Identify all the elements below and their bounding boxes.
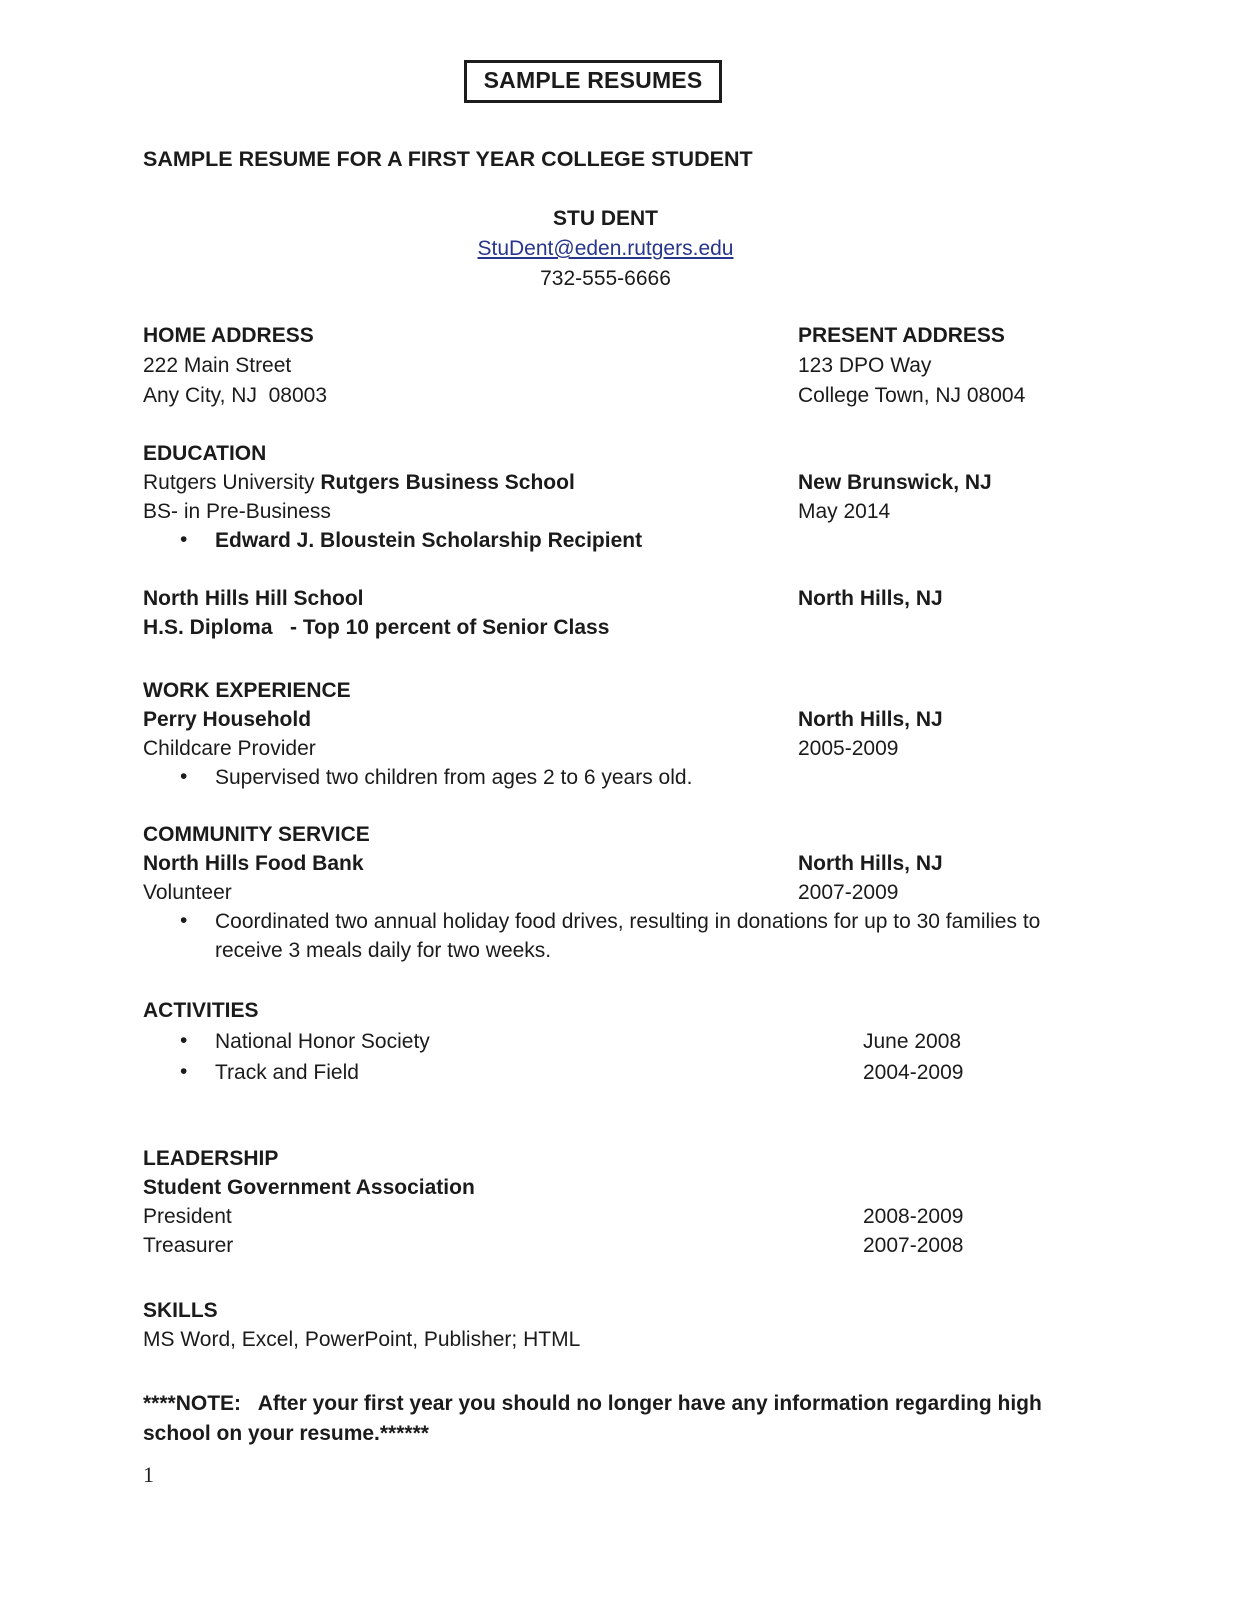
college-name: Rutgers University Rutgers Business School (143, 471, 575, 494)
present-address-heading: PRESENT ADDRESS (798, 324, 1005, 347)
candidate-name: STU DENT (553, 207, 658, 230)
activity-item (143, 1057, 1160, 1088)
leadership-date: 2008-2009 (863, 1205, 964, 1228)
leadership-item (143, 1202, 1160, 1231)
activities-section (143, 995, 1160, 1088)
banner-container (0, 0, 1236, 103)
employer-location: North Hills, NJ (798, 708, 943, 731)
home-address-heading: HOME ADDRESS (143, 324, 314, 347)
activity-label: National Honor Society (215, 1030, 430, 1053)
note-text: ****NOTE: After your first year you should no longer have any information regarding high school on your resume.****** (143, 1392, 1048, 1445)
skills-list: MS Word, Excel, PowerPoint, Publisher; HTML (143, 1328, 581, 1351)
high-school-location: North Hills, NJ (798, 587, 943, 610)
community-org-name: North Hills Food Bank (143, 852, 364, 875)
high-school-name: North Hills Hill School (143, 587, 364, 610)
leadership-role: Treasurer (143, 1234, 234, 1257)
job-title: Childcare Provider (143, 737, 316, 760)
email-link[interactable]: StuDent@eden.rutgers.edu (477, 237, 734, 260)
page-number: 1 (143, 1462, 154, 1487)
leadership-section (143, 1144, 1160, 1260)
job-dates: 2005-2009 (798, 737, 899, 760)
skills-heading: SKILLS (143, 1299, 218, 1322)
college-degree: BS- in Pre-Business (143, 500, 331, 523)
employer-name: Perry Household (143, 708, 312, 731)
activity-item (143, 1026, 1160, 1057)
college-school-name: Rutgers Business School (320, 471, 575, 494)
activity-label: Track and Field (215, 1061, 359, 1084)
bullet-icon: • (180, 528, 188, 551)
work-experience-heading: WORK EXPERIENCE (143, 679, 351, 702)
contact-block (143, 204, 1068, 294)
community-role: Volunteer (143, 881, 232, 904)
page-title: SAMPLE RESUME FOR A FIRST YEAR COLLEGE STUDENT (143, 147, 753, 171)
education-heading: EDUCATION (143, 442, 267, 465)
work-experience-section (143, 676, 1160, 792)
addresses-section (143, 321, 1160, 411)
education-section (143, 439, 1160, 642)
phone-number: 732-555-6666 (540, 267, 671, 290)
community-service-heading: COMMUNITY SERVICE (143, 823, 370, 846)
leadership-org: Student Government Association (143, 1176, 475, 1199)
college-location: New Brunswick, NJ (798, 471, 992, 494)
scholarship-text: Edward J. Bloustein Scholarship Recipient (215, 529, 643, 552)
present-address-line2: College Town, NJ 08004 (798, 384, 1026, 407)
work-bullet (143, 763, 1160, 792)
education-bullet (143, 526, 1160, 555)
home-address-line1: 222 Main Street (143, 354, 292, 377)
sample-resumes-banner: SAMPLE RESUMES (464, 60, 723, 103)
leadership-role: President (143, 1205, 232, 1228)
work-bullet-text: Supervised two children from ages 2 to 6 years old. (215, 766, 693, 789)
leadership-item (143, 1231, 1160, 1260)
high-school-diploma: H.S. Diploma - Top 10 percent of Senior Class (143, 616, 610, 639)
community-dates: 2007-2009 (798, 881, 899, 904)
college-grad-date: May 2014 (798, 500, 891, 523)
bullet-icon: • (180, 1060, 188, 1083)
skills-section (143, 1296, 1160, 1354)
activities-heading: ACTIVITIES (143, 999, 259, 1022)
present-address-line1: 123 DPO Way (798, 354, 932, 377)
activity-date: June 2008 (863, 1030, 962, 1053)
home-address-line2: Any City, NJ 08003 (143, 384, 328, 407)
leadership-date: 2007-2008 (863, 1234, 964, 1257)
bullet-icon: • (180, 1029, 188, 1052)
resume-page (0, 145, 1236, 1449)
bullet-icon: • (180, 765, 188, 788)
community-bullet-text: Coordinated two annual holiday food drives, resulting in donations for up to 30 families to receive 3 meals daily for two weeks. (215, 910, 1041, 962)
community-service-section (143, 820, 1160, 965)
activity-date: 2004-2009 (863, 1061, 964, 1084)
leadership-heading: LEADERSHIP (143, 1147, 279, 1170)
community-org-location: North Hills, NJ (798, 852, 943, 875)
community-bullet (143, 907, 1160, 965)
email-row (143, 234, 1068, 264)
bullet-icon: • (180, 909, 188, 932)
